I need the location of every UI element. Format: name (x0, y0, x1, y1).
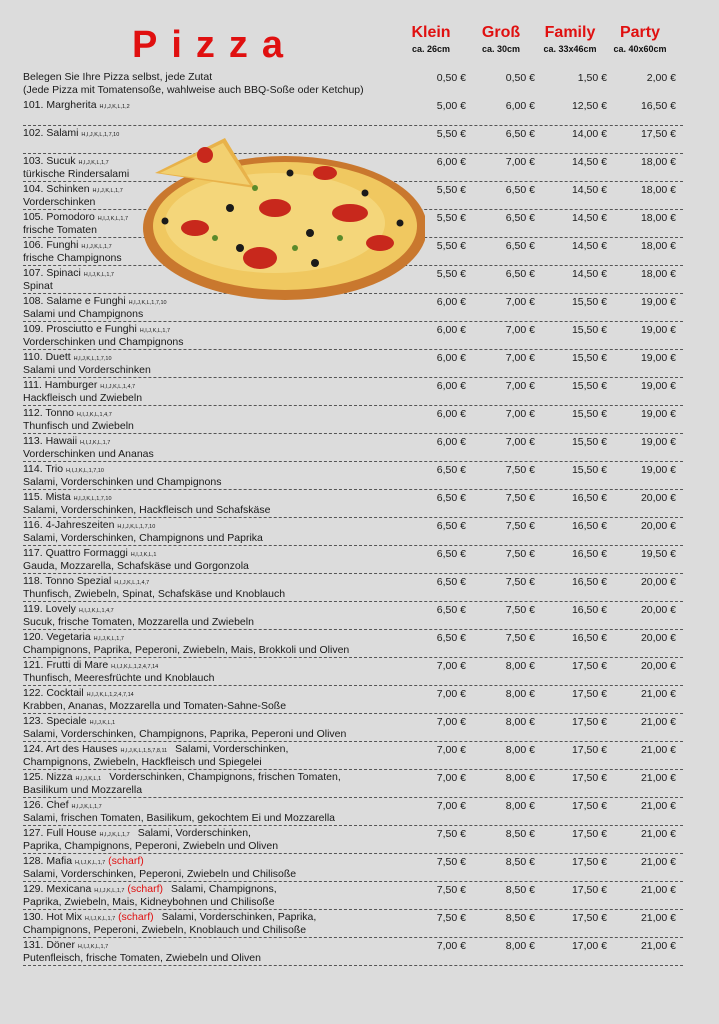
price-party: 18,00 € (640, 212, 676, 224)
price-party: 2,00 € (646, 72, 676, 84)
price-klein: 6,50 € (436, 604, 466, 616)
price-party: 21,00 € (640, 828, 676, 840)
price-klein: 6,00 € (436, 436, 466, 448)
allergen-codes: H,I,J,K,L,1,7 (77, 944, 109, 950)
price-party: 20,00 € (640, 660, 676, 672)
price-party: 20,00 € (640, 632, 676, 644)
spicy-label: (scharf) (127, 883, 163, 895)
item-description: Thunfisch, Zwiebeln, Spinat, Schafskäse und Knoblauch (23, 588, 286, 600)
item-description-start: Vorderschinken, Champignons, frischen Tomaten, (109, 771, 341, 783)
menu-item-row (23, 882, 683, 910)
price-party: 19,00 € (640, 324, 676, 336)
price-gross: 8,00 € (505, 660, 535, 672)
allergen-codes: H,I,J,K,L,1,7,10 (73, 356, 112, 362)
item-name: 116. 4-Jahreszeiten (23, 519, 115, 531)
price-party: 21,00 € (640, 716, 676, 728)
menu-item-row (23, 826, 683, 854)
item-name: 120. Vegetaria (23, 631, 91, 643)
price-family: 15,50 € (571, 436, 607, 448)
menu-item-row (23, 630, 683, 658)
price-party: 21,00 € (640, 800, 676, 812)
price-family: 16,50 € (571, 548, 607, 560)
allergen-codes: H,I,J,K,L,1,2,4,7,14 (86, 692, 134, 698)
size-name: Family (544, 24, 596, 41)
item-name: 109. Prosciutto e Funghi (23, 323, 137, 335)
price-klein: 0,50 € (436, 72, 466, 84)
intro-note: (Jede Pizza mit Tomatensoße, wahlweise auch BBQ-Soße oder Ketchup) (23, 84, 364, 96)
pizza-illustration (135, 133, 425, 303)
allergen-codes: H,I,J,K,L,1,4,7 (100, 384, 136, 390)
allergen-codes: H,I,J,K,L,1,5,7,8,11 (120, 748, 168, 754)
price-party: 19,50 € (640, 548, 676, 560)
price-family: 15,50 € (571, 408, 607, 420)
price-family: 14,00 € (571, 128, 607, 140)
menu-item-row (23, 322, 683, 350)
menu-item-row (23, 658, 683, 686)
price-party: 19,00 € (640, 408, 676, 420)
item-title-line (23, 99, 130, 114)
price-gross: 8,50 € (505, 856, 535, 868)
item-name: 117. Quattro Formaggi (23, 547, 128, 559)
price-gross: 7,50 € (505, 604, 535, 616)
menu-item-row (23, 490, 683, 518)
price-family: 15,50 € (571, 464, 607, 476)
size-name: Groß (481, 24, 521, 41)
price-family: 17,50 € (571, 828, 607, 840)
item-name: 131. Döner (23, 939, 75, 951)
price-klein: 7,00 € (436, 800, 466, 812)
item-name: 115. Mista (23, 491, 71, 503)
price-klein: 6,00 € (436, 380, 466, 392)
menu-item-row (23, 910, 683, 938)
item-description: Champignons, Zwiebeln, Hackfleisch und Spiegelei (23, 756, 262, 768)
menu-item-row (23, 378, 683, 406)
price-klein: 7,00 € (436, 744, 466, 756)
price-family: 14,50 € (571, 212, 607, 224)
price-gross: 6,50 € (505, 184, 535, 196)
price-family: 17,50 € (571, 688, 607, 700)
price-family: 17,50 € (571, 800, 607, 812)
price-family: 16,50 € (571, 492, 607, 504)
menu-item-row (23, 798, 683, 826)
price-klein: 7,50 € (436, 828, 466, 840)
menu-item-row (23, 686, 683, 714)
menu-item-row (23, 854, 683, 882)
item-name: 123. Speciale (23, 715, 87, 727)
item-name: 125. Nizza (23, 771, 73, 783)
item-description: Vorderschinken und Ananas (23, 448, 154, 460)
price-klein: 7,50 € (436, 856, 466, 868)
item-description-start: Salami, Vorderschinken, Paprika, (161, 911, 317, 923)
page-title: Pizza (132, 24, 298, 66)
item-description: Vorderschinken (23, 196, 96, 208)
item-description: Salami, frischen Tomaten, Basilikum, gekochtem Ei und Mozzarella (23, 812, 336, 824)
price-family: 17,50 € (571, 716, 607, 728)
price-gross: 7,50 € (505, 632, 535, 644)
price-gross: 7,00 € (505, 436, 535, 448)
price-party: 18,00 € (640, 268, 676, 280)
price-gross: 7,00 € (505, 324, 535, 336)
item-description-start: Salami, Champignons, (171, 883, 277, 895)
item-description: Champignons, Peperoni, Zwiebeln, Knoblauch und Chilisoße (23, 924, 307, 936)
allergen-codes: H,I,J,K,L,1,7 (94, 888, 125, 894)
price-party: 20,00 € (640, 576, 676, 588)
price-party: 18,00 € (640, 240, 676, 252)
price-party: 21,00 € (640, 744, 676, 756)
size-dimension: ca. 30cm (481, 44, 521, 54)
item-description: Salami, Vorderschinken, Peperoni, Zwiebeln und Chilisoße (23, 868, 297, 880)
item-name: 108. Salame e Funghi (23, 295, 126, 307)
price-party: 21,00 € (640, 912, 676, 924)
item-name: 130. Hot Mix (23, 911, 82, 923)
item-description: Salami und Champignons (23, 308, 144, 320)
price-gross: 6,50 € (505, 240, 535, 252)
allergen-codes: H,I,J,K,L,1,7 (99, 832, 130, 838)
price-klein: 5,50 € (436, 212, 466, 224)
allergen-codes: H,I,J,K,L,1,7 (84, 916, 116, 922)
price-klein: 7,00 € (436, 772, 466, 784)
price-klein: 7,50 € (436, 884, 466, 896)
allergen-codes: H,I,J,K,L,1,4,7 (114, 580, 150, 586)
price-klein: 5,50 € (436, 184, 466, 196)
item-description: frische Champignons (23, 252, 122, 264)
item-title-line (23, 127, 119, 142)
item-name: 103. Sucuk (23, 155, 76, 167)
price-family: 12,50 € (571, 100, 607, 112)
item-description: Paprika, Champignons, Peperoni, Zwiebeln und Oliven (23, 840, 279, 852)
price-family: 17,50 € (571, 884, 607, 896)
price-klein: 6,50 € (436, 548, 466, 560)
item-description: frische Tomaten (23, 224, 97, 236)
item-description: Champignons, Paprika, Peperoni, Zwiebeln, Mais, Brokkoli und Oliven (23, 644, 350, 656)
item-description: Sucuk, frische Tomaten, Mozzarella und Zwiebeln (23, 616, 254, 628)
price-party: 21,00 € (640, 772, 676, 784)
price-gross: 8,00 € (505, 716, 535, 728)
price-family: 14,50 € (571, 184, 607, 196)
price-klein: 7,00 € (436, 688, 466, 700)
price-family: 14,50 € (571, 268, 607, 280)
allergen-codes: H,I,J,K,L,1,2 (99, 104, 130, 110)
size-name: Party (619, 24, 661, 41)
menu-item-row (23, 462, 683, 490)
menu-item-row (23, 98, 683, 126)
price-gross: 0,50 € (505, 72, 535, 84)
price-family: 15,50 € (571, 296, 607, 308)
allergen-codes: H,I,J,K,L,1,7,10 (66, 468, 104, 474)
menu-item-row (23, 350, 683, 378)
size-column-family (530, 24, 610, 56)
item-name: 124. Art des Hauses (23, 743, 118, 755)
price-gross: 7,50 € (505, 464, 535, 476)
item-description: Basilikum und Mozzarella (23, 784, 143, 796)
price-gross: 7,00 € (505, 380, 535, 392)
item-description: Vorderschinken und Champignons (23, 336, 184, 348)
item-description: Thunfisch, Meeresfrüchte und Knoblauch (23, 672, 215, 684)
item-name: 118. Tonno Spezial (23, 575, 112, 587)
allergen-codes: H,I,J,K,L,1,7 (80, 440, 111, 446)
price-party: 17,50 € (640, 128, 676, 140)
item-name: 128. Mafia (23, 855, 73, 867)
price-gross: 8,50 € (505, 884, 535, 896)
price-gross: 7,50 € (505, 548, 535, 560)
size-dimension: ca. 26cm (411, 44, 451, 54)
price-gross: 6,50 € (505, 212, 535, 224)
price-family: 15,50 € (571, 352, 607, 364)
menu-item-row (23, 518, 683, 546)
item-description: Paprika, Zwiebeln, Mais, Kidneybohnen und Chilisoße (23, 896, 275, 908)
price-gross: 8,50 € (505, 828, 535, 840)
price-gross: 7,00 € (505, 296, 535, 308)
item-description: Gauda, Mozzarella, Schafskäse und Gorgonzola (23, 560, 249, 572)
price-gross: 8,00 € (505, 772, 535, 784)
price-family: 17,50 € (571, 772, 607, 784)
menu-item-row (23, 434, 683, 462)
price-klein: 6,50 € (436, 576, 466, 588)
allergen-codes: H,I,J,K,L,1,4,7 (78, 608, 114, 614)
price-family: 14,50 € (571, 240, 607, 252)
size-column-gross (461, 24, 541, 56)
price-gross: 7,00 € (505, 156, 535, 168)
allergen-codes: H,I,J,K,L,1,7,10 (117, 524, 156, 530)
price-party: 19,00 € (640, 436, 676, 448)
price-gross: 7,50 € (505, 492, 535, 504)
price-party: 18,00 € (640, 156, 676, 168)
size-dimension: ca. 33x46cm (543, 44, 597, 54)
price-party: 20,00 € (640, 604, 676, 616)
item-description: Salami, Vorderschinken und Champignons (23, 476, 222, 488)
price-family: 16,50 € (571, 520, 607, 532)
price-gross: 7,00 € (505, 352, 535, 364)
price-family: 1,50 € (577, 72, 607, 84)
allergen-codes: H,I,J,K,L,1,7,10 (81, 132, 120, 138)
size-column-party (600, 24, 680, 56)
item-description: Krabben, Ananas, Mozzarella und Tomaten-Sahne-Soße (23, 700, 287, 712)
price-gross: 8,50 € (505, 912, 535, 924)
item-name: 102. Salami (23, 127, 79, 139)
price-gross: 8,00 € (505, 940, 535, 952)
price-klein: 6,00 € (436, 156, 466, 168)
price-gross: 7,50 € (505, 576, 535, 588)
allergen-codes: H,I,J,K,L,1,2,4,7,14 (111, 664, 159, 670)
allergen-codes: H,I,J,K,L,1,7 (139, 328, 171, 334)
allergen-codes: H,I,J,K,L,1,7 (93, 636, 124, 642)
price-klein: 7,00 € (436, 660, 466, 672)
allergen-codes: H,I,J,K,L,1,7,10 (73, 496, 112, 502)
price-family: 17,50 € (571, 660, 607, 672)
item-description: Salami, Vorderschinken, Champignons und Paprika (23, 532, 263, 544)
price-gross: 6,50 € (505, 128, 535, 140)
price-gross: 8,00 € (505, 744, 535, 756)
intro-text: Belegen Sie Ihre Pizza selbst, jede Zutat (23, 71, 213, 83)
item-name: 112. Tonno (23, 407, 74, 419)
price-klein: 5,50 € (436, 240, 466, 252)
price-family: 14,50 € (571, 156, 607, 168)
item-description: Hackfleisch und Zwiebeln (23, 392, 143, 404)
price-klein: 6,00 € (436, 352, 466, 364)
price-klein: 6,50 € (436, 520, 466, 532)
menu-item-row (23, 406, 683, 434)
spicy-label: (scharf) (108, 855, 144, 867)
price-party: 18,00 € (640, 184, 676, 196)
item-name: 111. Hamburger (23, 379, 98, 391)
allergen-codes: H,I,J,K,L,1,4,7 (76, 412, 112, 418)
price-family: 16,50 € (571, 632, 607, 644)
price-klein: 5,00 € (436, 100, 466, 112)
price-party: 20,00 € (640, 492, 676, 504)
menu-item-row (23, 602, 683, 630)
item-name: 110. Duett (23, 351, 71, 363)
size-column-klein (391, 24, 471, 56)
item-name: 113. Hawaii (23, 435, 78, 447)
menu-item-row (23, 546, 683, 574)
allergen-codes: H,I,J,K,L,1,7 (83, 272, 114, 278)
price-gross: 7,50 € (505, 520, 535, 532)
price-party: 20,00 € (640, 520, 676, 532)
item-name: 119. Lovely (23, 603, 76, 615)
price-party: 19,00 € (640, 464, 676, 476)
price-gross: 6,50 € (505, 268, 535, 280)
item-description: Salami und Vorderschinken (23, 364, 151, 376)
menu-item-row (23, 770, 683, 798)
item-description-start: Salami, Vorderschinken, (137, 827, 251, 839)
price-gross: 7,00 € (505, 408, 535, 420)
price-klein: 6,00 € (436, 324, 466, 336)
size-dimension: ca. 40x60cm (613, 44, 667, 54)
item-name: 129. Mexicana (23, 883, 92, 895)
price-party: 19,00 € (640, 380, 676, 392)
price-family: 17,50 € (571, 856, 607, 868)
price-party: 16,50 € (640, 100, 676, 112)
allergen-codes: H,I,J,K,L,1,7 (71, 804, 102, 810)
allergen-codes: H,I,J,K,L,1 (75, 776, 102, 782)
price-party: 21,00 € (640, 884, 676, 896)
price-klein: 7,50 € (436, 912, 466, 924)
allergen-codes: H,I,J,K,L,1,7 (81, 244, 112, 250)
menu-item-row (23, 714, 683, 742)
menu-item-row (23, 938, 683, 966)
item-name: 127. Full House (23, 827, 97, 839)
item-description-start: Salami, Vorderschinken, (175, 743, 289, 755)
price-klein: 7,00 € (436, 940, 466, 952)
price-family: 16,50 € (571, 576, 607, 588)
price-party: 21,00 € (640, 688, 676, 700)
price-party: 19,00 € (640, 352, 676, 364)
allergen-codes: H,I,J,K,L,1,7 (74, 860, 106, 866)
price-klein: 5,50 € (436, 128, 466, 140)
intro-row (23, 70, 683, 98)
price-klein: 6,50 € (436, 632, 466, 644)
price-klein: 5,50 € (436, 268, 466, 280)
price-klein: 6,50 € (436, 492, 466, 504)
allergen-codes: H,I,J,K,L,1,7 (78, 160, 109, 166)
menu-item-row (23, 742, 683, 770)
item-name: 122. Cocktail (23, 687, 84, 699)
price-family: 15,50 € (571, 380, 607, 392)
item-description: Thunfisch und Zwiebeln (23, 420, 134, 432)
item-description: Salami, Vorderschinken, Hackfleisch und Schafskäse (23, 504, 271, 516)
price-family: 17,50 € (571, 912, 607, 924)
price-family: 17,50 € (571, 744, 607, 756)
price-gross: 8,00 € (505, 688, 535, 700)
price-klein: 6,00 € (436, 296, 466, 308)
price-klein: 7,00 € (436, 716, 466, 728)
item-name: 114. Trio (23, 463, 64, 475)
price-family: 15,50 € (571, 324, 607, 336)
allergen-codes: H,I,J,K,L,1 (89, 720, 116, 726)
item-description: Spinat (23, 280, 53, 292)
price-gross: 6,00 € (505, 100, 535, 112)
menu-item-row (23, 574, 683, 602)
size-header (0, 24, 719, 64)
item-description: Salami, Vorderschinken, Champignons, Paprika, Peperoni und Oliven (23, 728, 347, 740)
item-name: 121. Frutti di Mare (23, 659, 109, 671)
allergen-codes: H,I,J,K,L,1,7 (97, 216, 128, 222)
item-description: Putenfleisch, frische Tomaten, Zwiebeln und Oliven (23, 952, 261, 964)
item-name: 126. Chef (23, 799, 69, 811)
item-name: 104. Schinken (23, 183, 90, 195)
item-description: türkische Rindersalami (23, 168, 130, 180)
price-party: 21,00 € (640, 940, 676, 952)
price-family: 17,00 € (571, 940, 607, 952)
price-party: 19,00 € (640, 296, 676, 308)
allergen-codes: H,I,J,K,L,1,7,10 (128, 300, 167, 306)
size-name: Klein (411, 24, 451, 41)
allergen-codes: H,I,J,K,L,1,7 (92, 188, 123, 194)
price-party: 21,00 € (640, 856, 676, 868)
item-name: 101. Margherita (23, 99, 97, 111)
allergen-codes: H,I,J,K,L,1 (130, 552, 157, 558)
item-name: 106. Funghi (23, 239, 79, 251)
price-family: 16,50 € (571, 604, 607, 616)
item-name: 107. Spinaci (23, 267, 81, 279)
spicy-label: (scharf) (118, 911, 154, 923)
item-name: 105. Pomodoro (23, 211, 95, 223)
price-gross: 8,00 € (505, 800, 535, 812)
price-klein: 6,00 € (436, 408, 466, 420)
price-klein: 6,50 € (436, 464, 466, 476)
